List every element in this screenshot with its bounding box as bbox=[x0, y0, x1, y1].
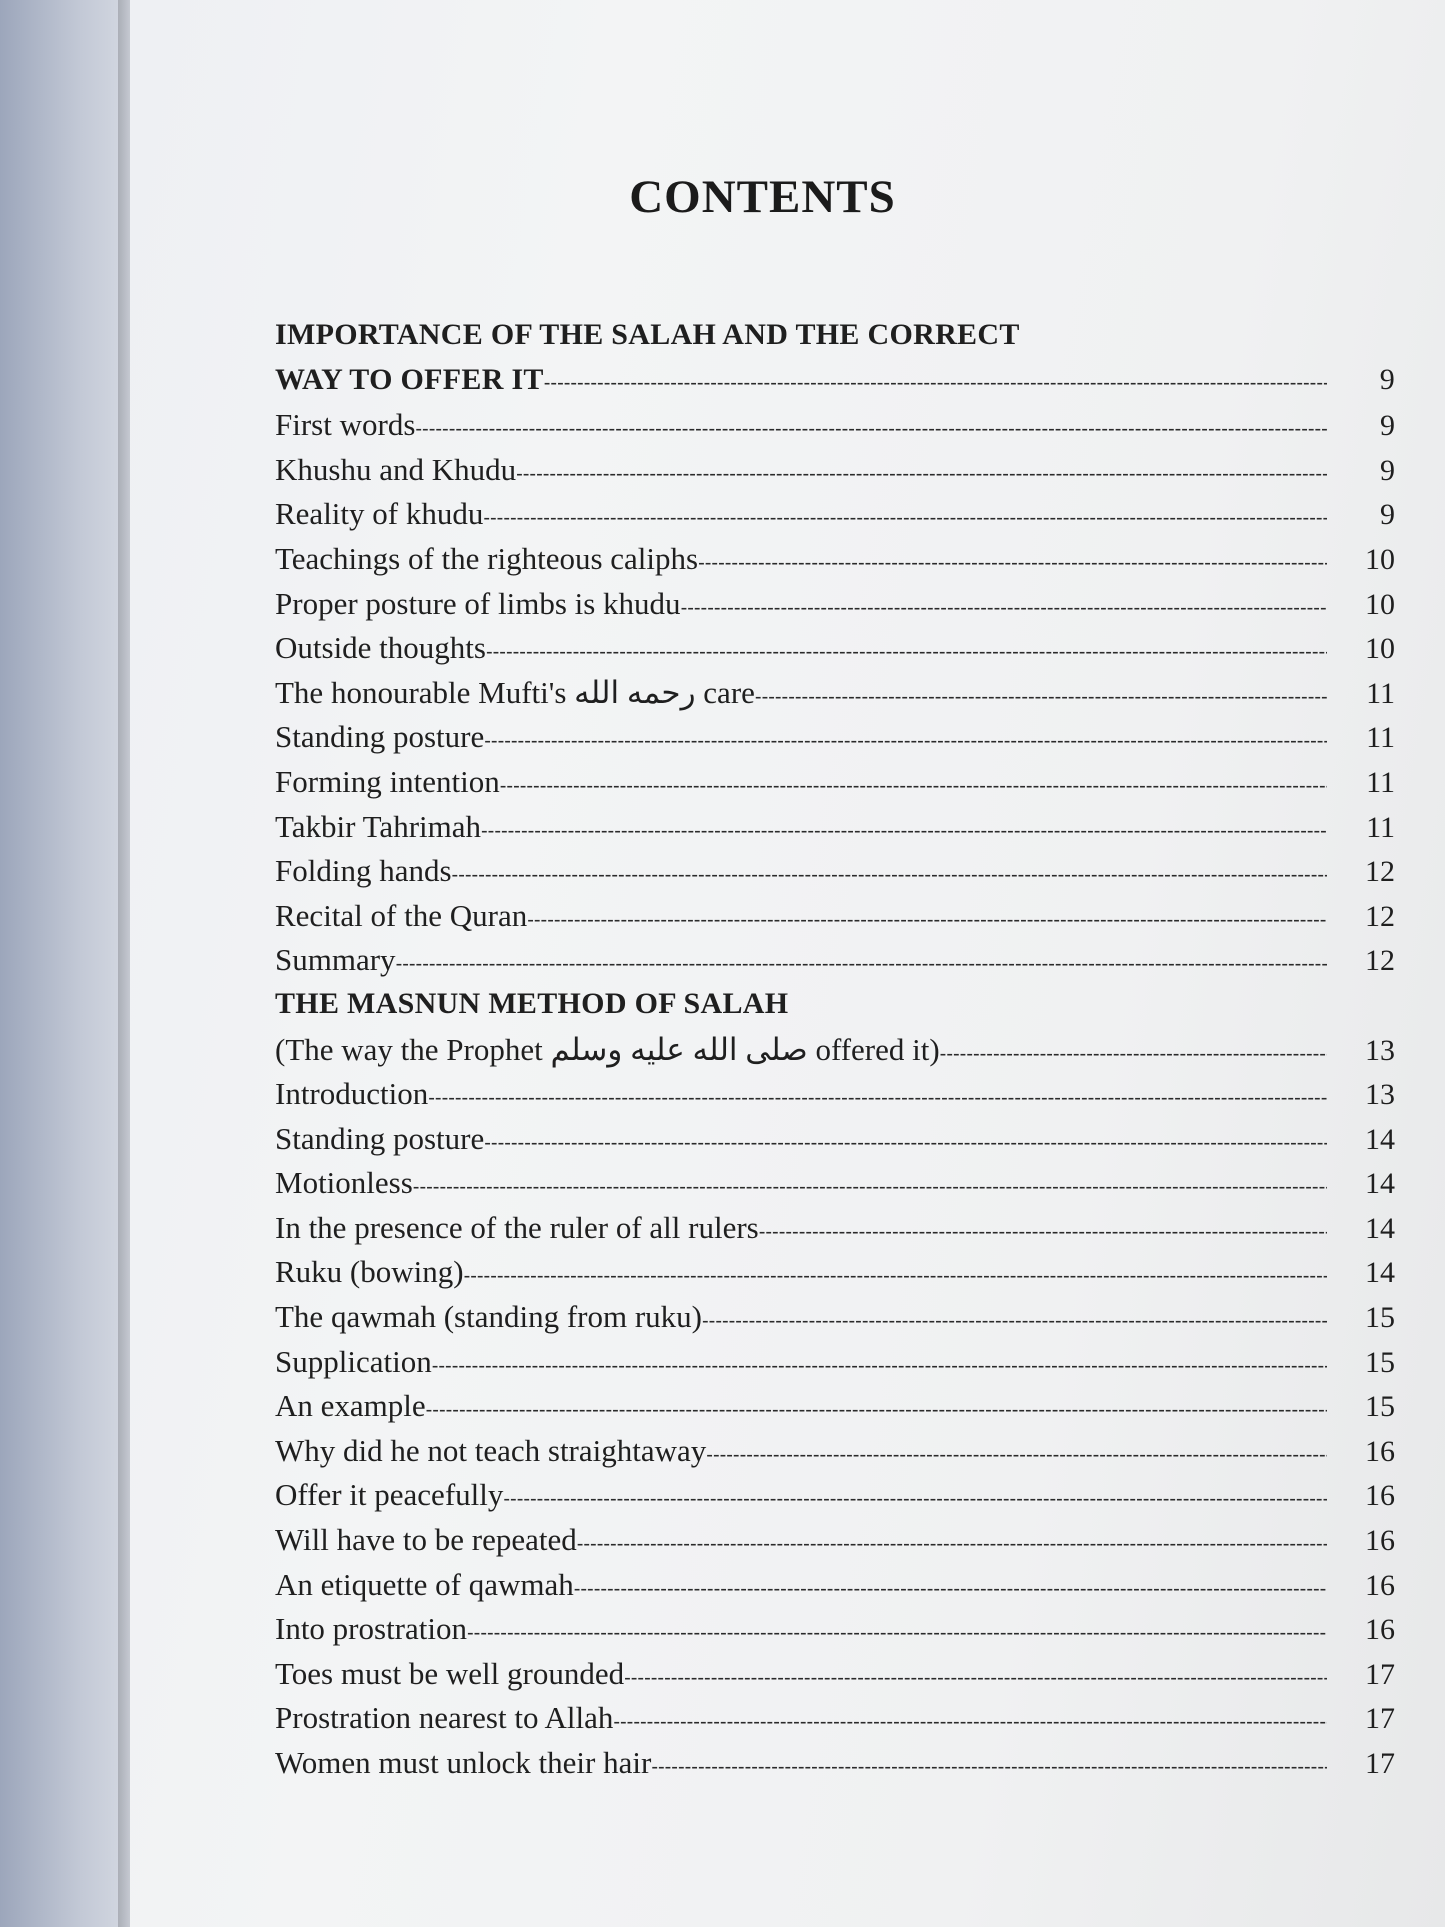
toc-page-number: 9 bbox=[1380, 498, 1395, 532]
toc-entry bbox=[275, 541, 1395, 586]
toc-entry bbox=[275, 1656, 1395, 1701]
toc-entry-label: WAY TO OFFER IT bbox=[275, 362, 544, 396]
toc-page-number: 12 bbox=[1365, 944, 1395, 978]
dot-leader bbox=[940, 1043, 1327, 1066]
toc-page-number: 14 bbox=[1365, 1167, 1395, 1201]
toc-entry-label: Women must unlock their hair bbox=[275, 1745, 652, 1780]
toc-entry bbox=[275, 764, 1395, 809]
toc-page-number: 11 bbox=[1366, 810, 1395, 844]
toc-entry-label: Outside thoughts bbox=[275, 630, 486, 666]
toc-entry-label: Toes must be well grounded bbox=[275, 1655, 625, 1691]
toc-entry bbox=[275, 1076, 1395, 1121]
toc-entry bbox=[275, 407, 1395, 452]
toc-entry bbox=[275, 1388, 1395, 1433]
toc-page-number: 10 bbox=[1365, 542, 1395, 576]
dot-leader bbox=[613, 1711, 1327, 1734]
dot-leader bbox=[698, 552, 1327, 575]
toc-page-number: 16 bbox=[1365, 1434, 1395, 1468]
toc-entry bbox=[275, 452, 1395, 497]
dot-leader bbox=[574, 1578, 1327, 1601]
toc-entry-label: Teachings of the righteous caliphs bbox=[275, 540, 699, 576]
toc-entry-label: Offer it peacefully bbox=[275, 1477, 504, 1513]
dot-leader bbox=[503, 1488, 1327, 1511]
dot-leader bbox=[484, 730, 1327, 753]
toc-page-number: 17 bbox=[1365, 1657, 1395, 1691]
toc-entry-label: Supplication bbox=[275, 1343, 432, 1379]
toc-entry bbox=[275, 1567, 1395, 1612]
toc-section-heading bbox=[275, 363, 1395, 408]
dot-leader bbox=[681, 597, 1327, 620]
dot-leader bbox=[624, 1667, 1327, 1690]
toc-page-number: 10 bbox=[1365, 587, 1395, 621]
dot-leader bbox=[464, 1265, 1327, 1288]
toc-entry bbox=[275, 1611, 1395, 1656]
toc-entry-label: Standing posture bbox=[275, 1120, 485, 1156]
toc-page-number: 16 bbox=[1365, 1524, 1395, 1558]
toc-entry-label: Khushu and Khudu bbox=[275, 451, 517, 487]
toc-page-number: 15 bbox=[1365, 1301, 1395, 1335]
dot-leader bbox=[484, 1132, 1327, 1155]
dot-leader bbox=[452, 864, 1327, 887]
dot-leader bbox=[651, 1756, 1327, 1779]
toc-section-heading bbox=[275, 318, 1395, 363]
dot-leader bbox=[706, 1444, 1327, 1467]
toc-entry bbox=[275, 1477, 1395, 1522]
toc-entry-label: Standing posture bbox=[275, 719, 485, 755]
toc-entry-label: Recital of the Quran bbox=[275, 897, 528, 933]
toc-entry bbox=[275, 675, 1395, 720]
toc-entry bbox=[275, 1522, 1395, 1567]
toc-page-number: 12 bbox=[1365, 899, 1395, 933]
toc-page-number: 17 bbox=[1365, 1702, 1395, 1736]
toc-entry-label: First words bbox=[275, 407, 416, 443]
dot-leader bbox=[527, 909, 1327, 932]
toc-page-number: 13 bbox=[1365, 1033, 1395, 1067]
toc-entry bbox=[275, 496, 1395, 541]
toc-entry bbox=[275, 1299, 1395, 1344]
dot-leader bbox=[481, 820, 1327, 843]
toc-entry bbox=[275, 1700, 1395, 1745]
toc-page-number: 16 bbox=[1365, 1479, 1395, 1513]
toc-section-heading bbox=[275, 987, 1395, 1032]
toc-page-number: 10 bbox=[1365, 632, 1395, 666]
toc-entry-label: THE MASNUN METHOD OF SALAH bbox=[275, 986, 789, 1020]
toc-entry-label: IMPORTANCE OF THE SALAH AND THE CORRECT bbox=[275, 318, 1020, 351]
toc-page-number: 11 bbox=[1366, 765, 1395, 799]
toc-entry bbox=[275, 1745, 1395, 1790]
dot-leader bbox=[500, 775, 1327, 798]
toc-entry-label: Will have to be repeated bbox=[275, 1522, 577, 1558]
dot-leader bbox=[486, 641, 1327, 664]
toc-entry bbox=[275, 809, 1395, 854]
toc-entry bbox=[275, 1210, 1395, 1255]
table-of-contents bbox=[275, 318, 1395, 1790]
toc-entry-label: Ruku (bowing) bbox=[275, 1254, 464, 1290]
background-surface bbox=[0, 0, 135, 1927]
toc-entry bbox=[275, 1433, 1395, 1478]
toc-page-number: 9 bbox=[1380, 453, 1395, 487]
toc-page-number: 16 bbox=[1365, 1613, 1395, 1647]
toc-entry bbox=[275, 1344, 1395, 1389]
toc-entry bbox=[275, 719, 1395, 764]
toc-entry-label: Takbir Tahrimah bbox=[275, 808, 481, 844]
toc-entry-label: Why did he not teach straightaway bbox=[275, 1432, 707, 1468]
toc-entry-label: The qawmah (standing from ruku) bbox=[275, 1299, 702, 1335]
toc-entry bbox=[275, 853, 1395, 898]
toc-page-number: 15 bbox=[1365, 1345, 1395, 1379]
toc-entry-label: Into prostration bbox=[275, 1611, 467, 1647]
book-page bbox=[130, 0, 1445, 1927]
toc-entry-label: Reality of khudu bbox=[275, 496, 484, 532]
dot-leader bbox=[759, 1221, 1327, 1244]
toc-entry-label: Proper posture of limbs is khudu bbox=[275, 585, 681, 621]
toc-entry-label: Forming intention bbox=[275, 763, 500, 799]
toc-page-number: 9 bbox=[1379, 362, 1395, 396]
page-title: CONTENTS bbox=[629, 171, 896, 223]
toc-entry bbox=[275, 1254, 1395, 1299]
toc-page-number: 11 bbox=[1366, 721, 1395, 755]
dot-leader bbox=[426, 1399, 1327, 1422]
toc-entry-label: Introduction bbox=[275, 1076, 429, 1112]
dot-leader bbox=[428, 1087, 1327, 1110]
toc-entry-label: The honourable Mufti's رحمه الله care bbox=[275, 674, 755, 710]
toc-page-number: 11 bbox=[1366, 676, 1395, 710]
dot-leader bbox=[413, 1176, 1327, 1199]
dot-leader bbox=[415, 418, 1327, 441]
toc-entry-label: Prostration nearest to Allah bbox=[275, 1700, 614, 1736]
toc-entry bbox=[275, 1032, 1395, 1077]
dot-leader bbox=[432, 1355, 1327, 1378]
toc-entry-label: An example bbox=[275, 1388, 426, 1424]
dot-leader bbox=[577, 1533, 1327, 1556]
toc-entry-label: Folding hands bbox=[275, 853, 452, 889]
dot-leader bbox=[396, 953, 1327, 976]
toc-page-number: 14 bbox=[1365, 1122, 1395, 1156]
toc-entry bbox=[275, 1121, 1395, 1166]
toc-page-number: 9 bbox=[1380, 409, 1395, 443]
toc-page-number: 15 bbox=[1365, 1390, 1395, 1424]
dot-leader bbox=[755, 686, 1327, 709]
toc-entry bbox=[275, 1165, 1395, 1210]
dot-leader bbox=[483, 507, 1327, 530]
toc-page-number: 14 bbox=[1365, 1211, 1395, 1245]
toc-entry-label: In the presence of the ruler of all rulers bbox=[275, 1209, 759, 1245]
toc-entry-label: Motionless bbox=[275, 1165, 413, 1201]
toc-entry-label: Summary bbox=[275, 942, 396, 978]
toc-entry bbox=[275, 942, 1395, 987]
toc-page-number: 17 bbox=[1365, 1747, 1395, 1780]
toc-entry bbox=[275, 898, 1395, 943]
toc-entry bbox=[275, 630, 1395, 675]
dot-leader bbox=[467, 1622, 1327, 1645]
dot-leader bbox=[702, 1310, 1327, 1333]
toc-page-number: 12 bbox=[1365, 855, 1395, 889]
toc-entry-label: (The way the Prophet صلى الله عليه وسلم offered it) bbox=[275, 1031, 940, 1067]
dot-leader bbox=[516, 463, 1327, 486]
toc-page-number: 16 bbox=[1365, 1568, 1395, 1602]
toc-entry bbox=[275, 586, 1395, 631]
toc-page-number: 13 bbox=[1365, 1078, 1395, 1112]
toc-entry-label: An etiquette of qawmah bbox=[275, 1566, 574, 1602]
toc-page-number: 14 bbox=[1365, 1256, 1395, 1290]
dot-leader bbox=[544, 372, 1327, 395]
